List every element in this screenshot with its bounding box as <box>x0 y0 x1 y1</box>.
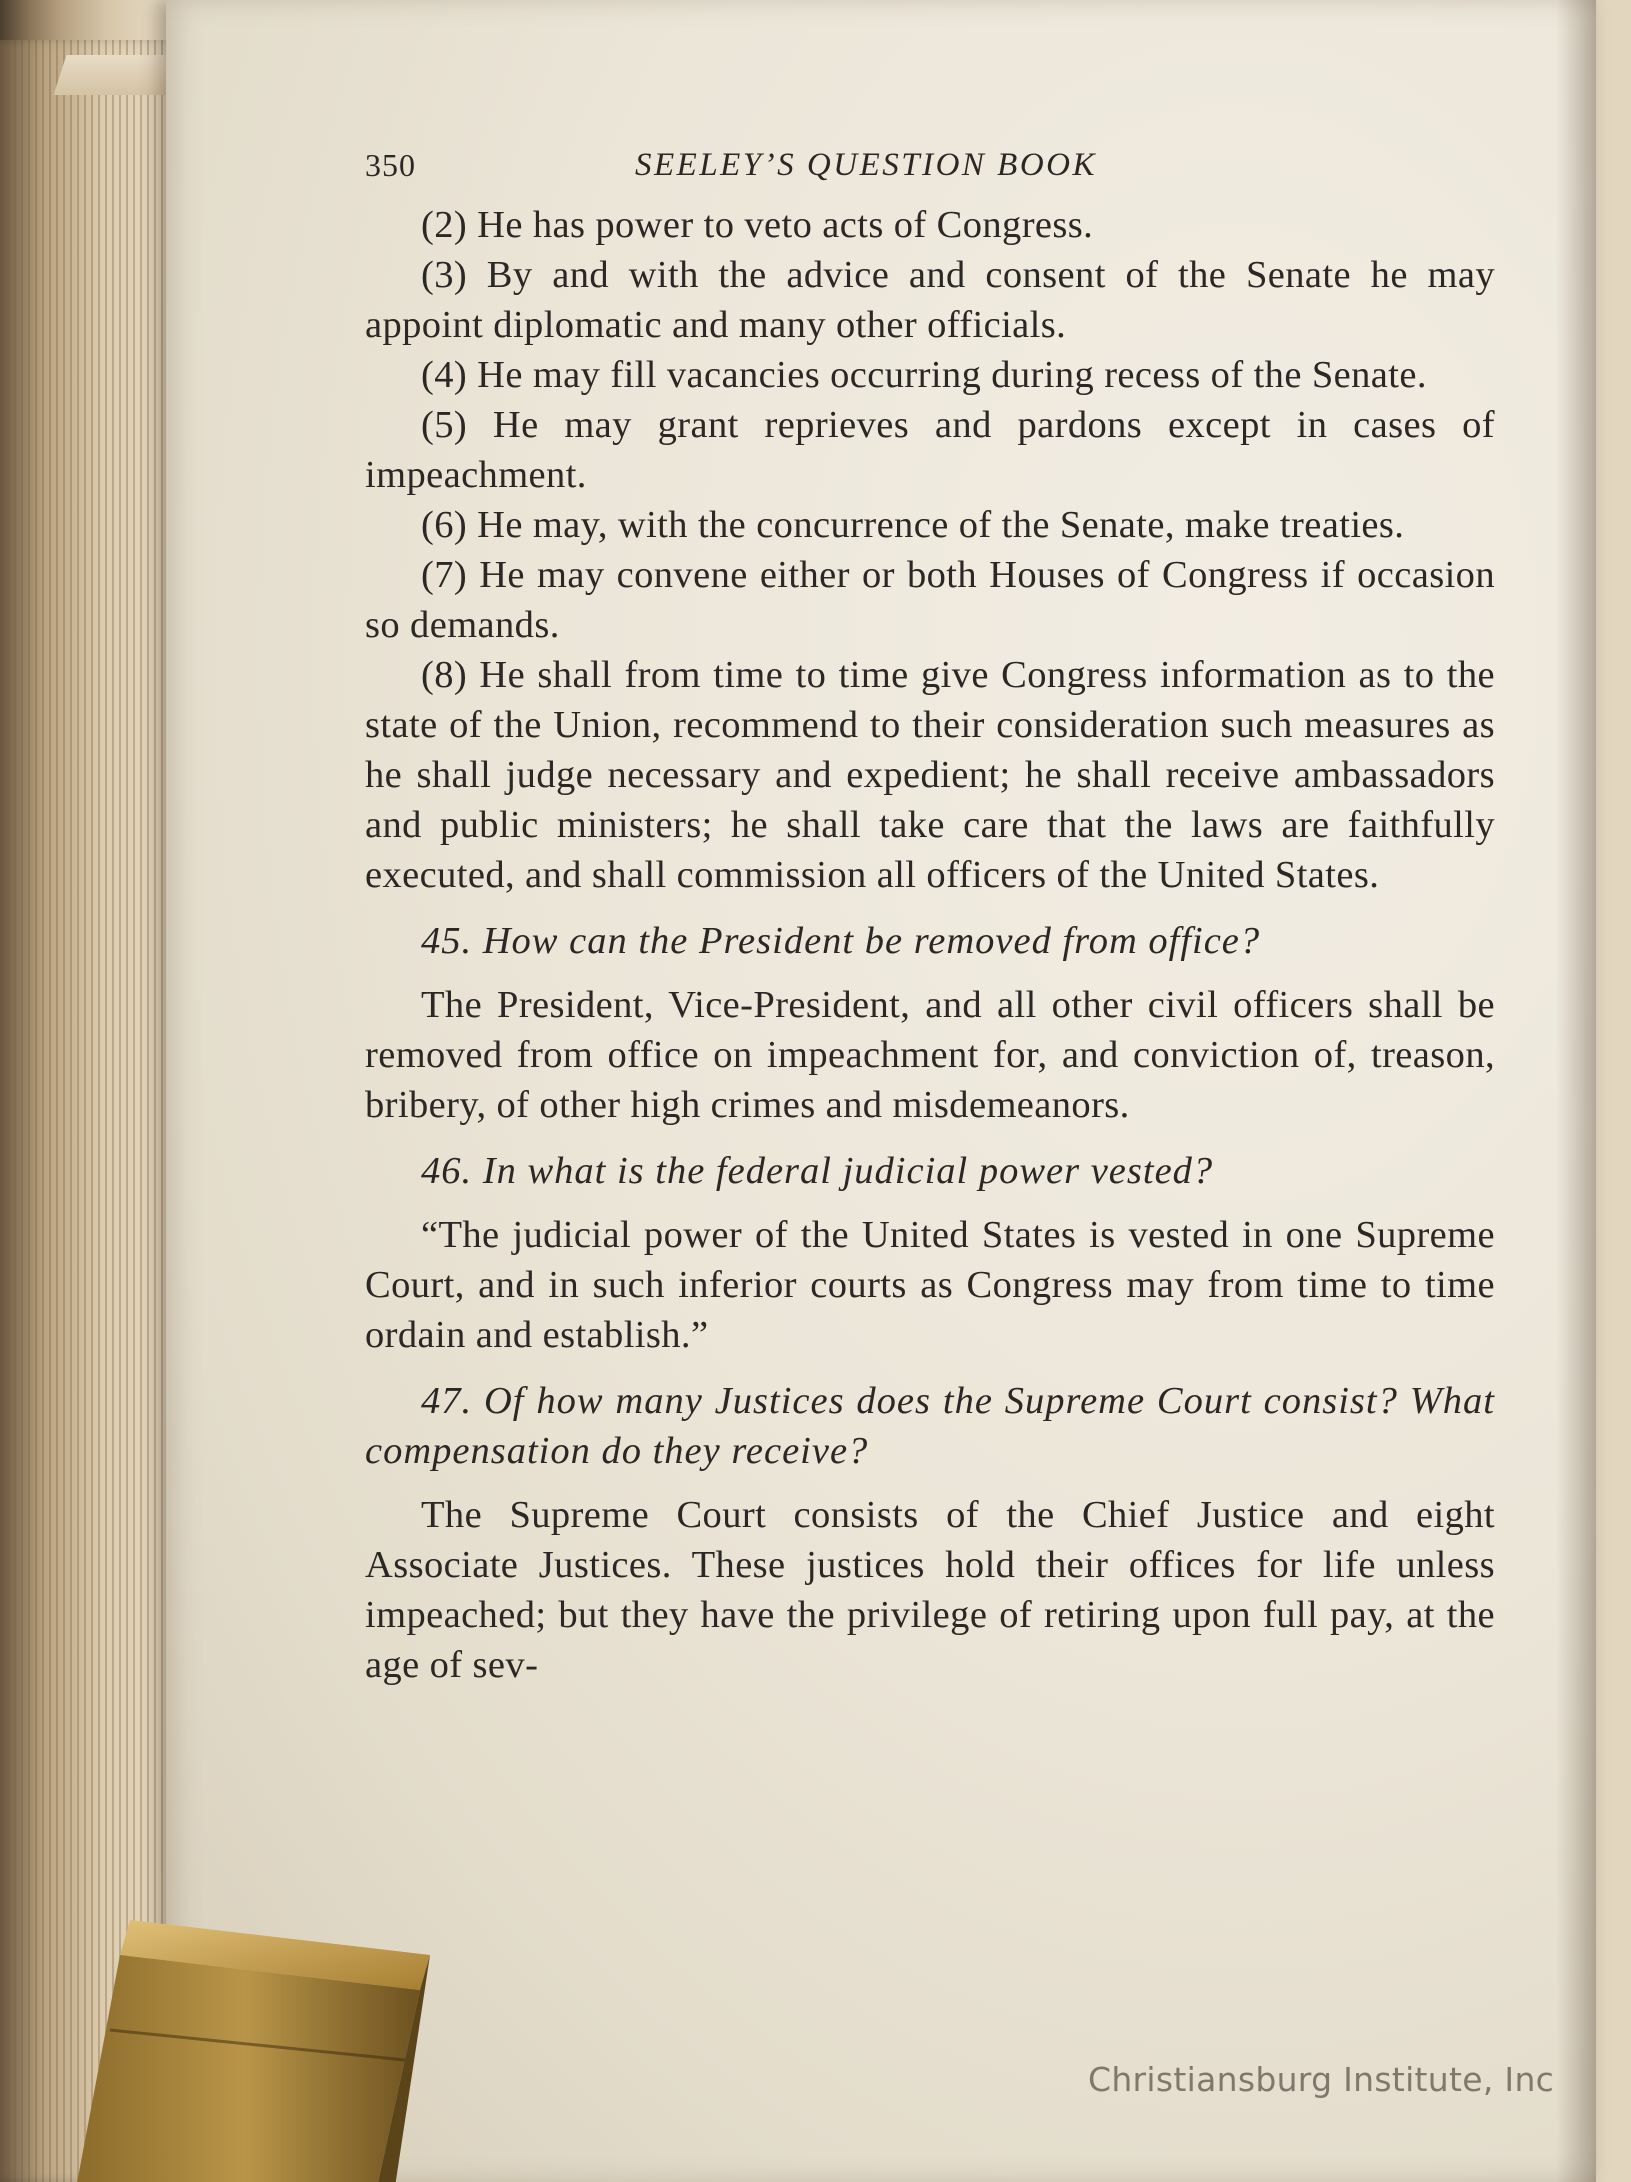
page-header <box>365 140 1495 200</box>
paragraph: (2) He has power to veto acts of Congress. <box>421 204 1094 246</box>
page-gutter-shadow <box>1556 0 1596 2182</box>
paragraph: (8) He shall from time to time give Congress information as to the state of the Union, recommend to their consideration such measures as he shall judge necessary and expedient; he shall receive ambassadors and public ministers; he shall take care that the laws are faithfully executed, and shall commission all officers of the United States. <box>365 654 1495 896</box>
answer-47: The Supreme Court consists of the Chief Justice and eight Associate Justices. These justices hold their offices for life unless impeached; but they have the privilege of retiring upon full pay, at the age of sev- <box>365 1494 1495 1686</box>
paragraph: (3) By and with the advice and consent of the Senate he may appoint diplomatic and many other officials. <box>365 254 1495 346</box>
paragraph: (7) He may convene either or both Houses of Congress if occasion so demands. <box>365 554 1495 646</box>
page-text <box>365 140 1495 1690</box>
running-head: SEELEY’S QUESTION BOOK <box>635 147 1098 183</box>
brass-corner-guard <box>70 1920 430 2182</box>
paragraph: (5) He may grant reprieves and pardons except in cases of impeachment. <box>365 404 1495 496</box>
page-edges <box>0 40 175 2182</box>
paragraph: (4) He may fill vacancies occurring during recess of the Senate. <box>421 354 1427 396</box>
answer-46: “The judicial power of the United States is vested in one Supreme Court, and in such inferior courts as Congress may from time to time ordain and establish.” <box>365 1214 1495 1356</box>
page-number: 350 <box>365 147 416 183</box>
question-46: 46. In what is the federal judicial power vested? <box>421 1150 1214 1192</box>
paragraph: (6) He may, with the concurrence of the Senate, make treaties. <box>421 504 1405 546</box>
question-47: 47. Of how many Justices does the Supreme Court consist? What compensation do they receive? <box>365 1380 1495 1472</box>
question-45: 45. How can the President be removed from office? <box>421 920 1261 962</box>
watermark: Christiansburg Institute, Inc <box>1088 2060 1555 2099</box>
answer-45: The President, Vice-President, and all other civil officers shall be removed from office on impeachment for, and conviction of, treason, bribery, of other high crimes and misdemeanors. <box>365 984 1495 1126</box>
